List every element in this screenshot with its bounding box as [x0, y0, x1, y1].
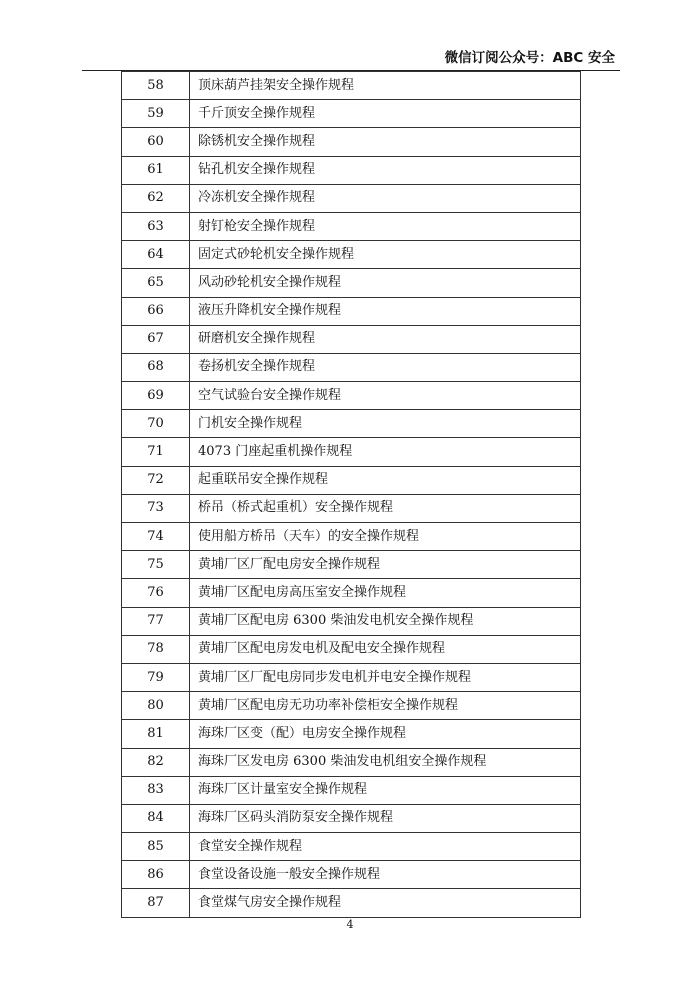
procedure-name: 黄埔厂区配电房无功功率补偿柜安全操作规程: [190, 692, 581, 720]
procedure-number: 60: [122, 128, 190, 156]
procedure-name: 4073 门座起重机操作规程: [190, 438, 581, 466]
procedure-name: 液压升降机安全操作规程: [190, 297, 581, 325]
table-row: [122, 523, 581, 551]
procedure-number: 87: [122, 889, 190, 917]
table-row: [122, 212, 581, 240]
table-row: [122, 692, 581, 720]
procedure-name: 海珠厂区发电房 6300 柴油发电机组安全操作规程: [190, 748, 581, 776]
procedure-number: 64: [122, 241, 190, 269]
procedure-name: 食堂设备设施一般安全操作规程: [190, 861, 581, 889]
header-title: 微信订阅公众号：ABC 安全: [444, 50, 615, 66]
procedure-name: 顶床葫芦挂架安全操作规程: [190, 72, 581, 100]
table-row: [122, 410, 581, 438]
table-row: [122, 607, 581, 635]
procedure-name: 桥吊（桥式起重机）安全操作规程: [190, 494, 581, 522]
procedure-number: 69: [122, 382, 190, 410]
procedure-number: 80: [122, 692, 190, 720]
table-row: [122, 833, 581, 861]
table-row: [122, 297, 581, 325]
table-row: [122, 579, 581, 607]
procedure-name: 黄埔厂区配电房 6300 柴油发电机安全操作规程: [190, 607, 581, 635]
procedure-name: 黄埔厂区厂配电房同步发电机并电安全操作规程: [190, 663, 581, 691]
procedure-number: 59: [122, 100, 190, 128]
procedure-name: 黄埔厂区配电房高压室安全操作规程: [190, 579, 581, 607]
table-row: [122, 156, 581, 184]
procedure-name: 射钉枪安全操作规程: [190, 212, 581, 240]
procedure-name: 起重联吊安全操作规程: [190, 466, 581, 494]
table-row: [122, 269, 581, 297]
procedure-number: 63: [122, 212, 190, 240]
table-row: [122, 325, 581, 353]
table-row: [122, 184, 581, 212]
procedure-name: 空气试验台安全操作规程: [190, 382, 581, 410]
procedure-name: 钻孔机安全操作规程: [190, 156, 581, 184]
table-row: [122, 128, 581, 156]
procedure-number: 66: [122, 297, 190, 325]
procedure-name: 黄埔厂区配电房发电机及配电安全操作规程: [190, 635, 581, 663]
procedure-number: 77: [122, 607, 190, 635]
table-row: [122, 635, 581, 663]
table-row: [122, 438, 581, 466]
procedure-number: 67: [122, 325, 190, 353]
procedure-name: 除锈机安全操作规程: [190, 128, 581, 156]
procedure-number: 86: [122, 861, 190, 889]
procedure-number: 62: [122, 184, 190, 212]
procedure-number: 70: [122, 410, 190, 438]
table-row: [122, 494, 581, 522]
table-row: [122, 861, 581, 889]
procedure-number: 71: [122, 438, 190, 466]
procedure-number: 68: [122, 353, 190, 381]
procedure-name: 海珠厂区码头消防泵安全操作规程: [190, 804, 581, 832]
procedure-number: 81: [122, 720, 190, 748]
procedure-number: 75: [122, 551, 190, 579]
procedure-number: 82: [122, 748, 190, 776]
procedure-table-body: [122, 72, 581, 918]
table-row: [122, 663, 581, 691]
procedure-name: 海珠厂区计量室安全操作规程: [190, 776, 581, 804]
procedure-number: 78: [122, 635, 190, 663]
procedure-table: [121, 71, 581, 918]
table-row: [122, 776, 581, 804]
procedure-name: 海珠厂区变（配）电房安全操作规程: [190, 720, 581, 748]
procedure-number: 83: [122, 776, 190, 804]
procedure-number: 85: [122, 833, 190, 861]
procedure-number: 58: [122, 72, 190, 100]
procedure-number: 65: [122, 269, 190, 297]
procedure-name: 冷冻机安全操作规程: [190, 184, 581, 212]
procedure-name: 固定式砂轮机安全操作规程: [190, 241, 581, 269]
table-row: [122, 100, 581, 128]
table-row: [122, 72, 581, 100]
procedure-number: 61: [122, 156, 190, 184]
procedure-name: 风动砂轮机安全操作规程: [190, 269, 581, 297]
procedure-number: 74: [122, 523, 190, 551]
procedure-name: 使用船方桥吊（天车）的安全操作规程: [190, 523, 581, 551]
table-row: [122, 720, 581, 748]
page-number: 4: [346, 918, 354, 931]
procedure-name: 食堂煤气房安全操作规程: [190, 889, 581, 917]
procedure-number: 72: [122, 466, 190, 494]
table-row: [122, 889, 581, 917]
procedure-name: 门机安全操作规程: [190, 410, 581, 438]
table-row: [122, 241, 581, 269]
procedure-name: 食堂安全操作规程: [190, 833, 581, 861]
table-row: [122, 466, 581, 494]
table-row: [122, 551, 581, 579]
table-row: [122, 748, 581, 776]
procedure-number: 84: [122, 804, 190, 832]
procedure-name: 黄埔厂区厂配电房安全操作规程: [190, 551, 581, 579]
procedure-number: 73: [122, 494, 190, 522]
procedure-name: 研磨机安全操作规程: [190, 325, 581, 353]
table-row: [122, 382, 581, 410]
table-row: [122, 804, 581, 832]
procedure-name: 千斤顶安全操作规程: [190, 100, 581, 128]
procedure-name: 卷扬机安全操作规程: [190, 353, 581, 381]
table-row: [122, 353, 581, 381]
procedure-number: 76: [122, 579, 190, 607]
procedure-number: 79: [122, 663, 190, 691]
